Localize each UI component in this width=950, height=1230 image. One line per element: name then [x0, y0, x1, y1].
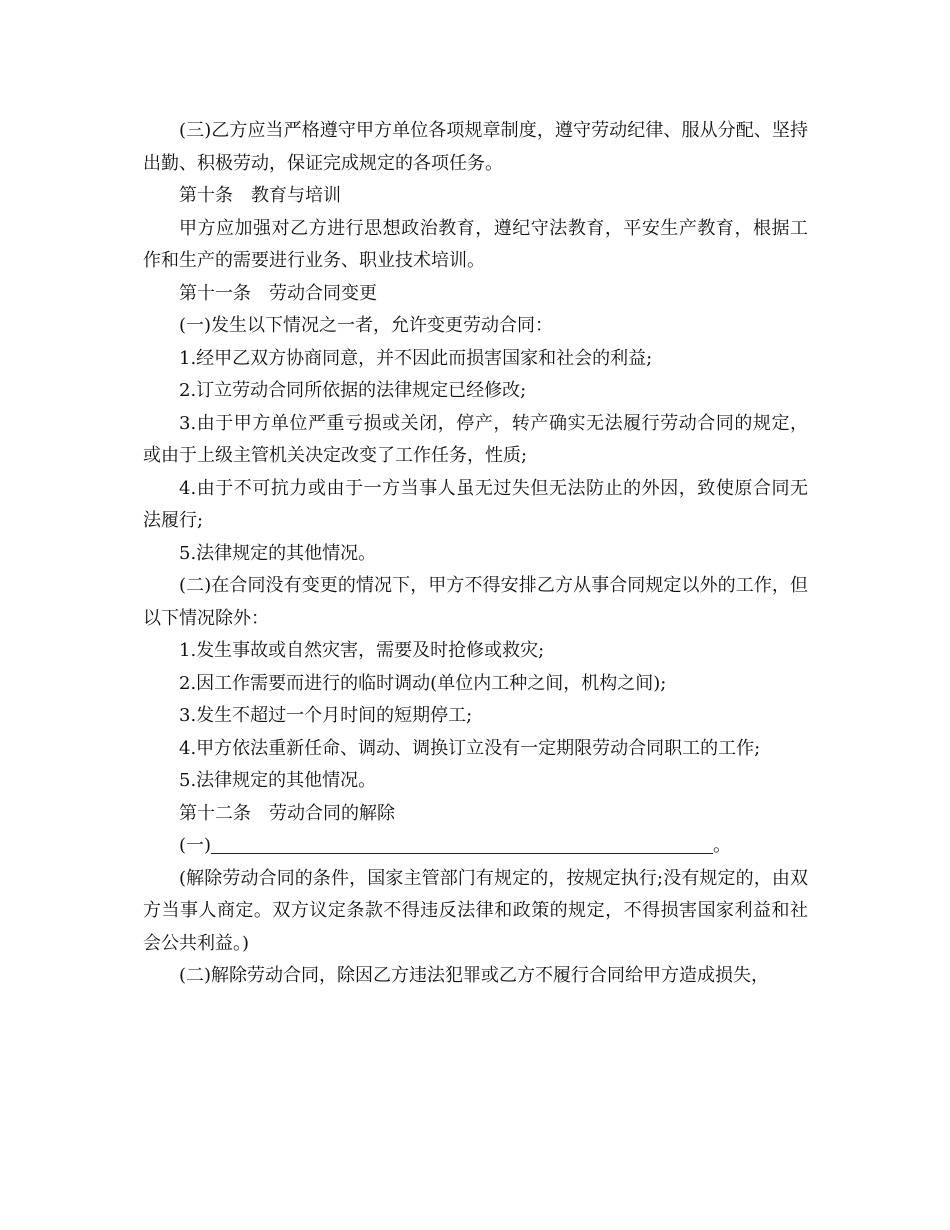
paragraph-change-conditions: (一)发生以下情况之一者，允许变更劳动合同： — [179, 315, 554, 336]
list-item-exception-4: 4.甲方依法重新任命、调动、调换订立没有一定期限劳动合同职工的工作; — [179, 737, 761, 759]
paragraph-clause-3: (三)乙方应当严格遵守甲方单位各项规章制度，遵守劳动纪律、服从分配、坚持出勤、积极劳动，保证完成规定的各项任务。 — [143, 120, 808, 174]
list-item-exception-1: 1.发生事故或自然灾害，需要及时抢修或救灾; — [179, 640, 545, 661]
list-item-change-4: 4.由于不可抗力或由于一方当事人虽无过失但无法防止的外因，致使原合同无法履行; — [143, 477, 808, 531]
list-item-exception-2: 2.因工作需要而进行的临时调动(单位内工种之间，机构之间); — [179, 672, 667, 694]
paragraph-education: 甲方应加强对乙方进行思想政治教育，遵纪守法教育，平安生产教育，根据工作和生产的需要进行业务、职业技术培训。 — [143, 217, 808, 271]
document-body — [143, 115, 808, 993]
list-item-exception-3: 3.发生不超过一个月时间的短期停工; — [179, 705, 473, 726]
list-item-change-3: 3.由于甲方单位严重亏损或关闭，停产，转产确实无法履行劳动合同的规定，或由于上级主管机关决定改变了工作任务，性质; — [143, 412, 808, 466]
blank-clause-prefix: (一) — [179, 835, 212, 856]
paragraph-no-change: (二)在合同没有变更的情况下，甲方不得安排乙方从事合同规定以外的工作，但以下情况除外： — [143, 575, 808, 629]
list-item-change-5: 5.法律规定的其他情况。 — [179, 542, 377, 564]
article-12-heading: 第十二条 劳动合同的解除 — [179, 802, 395, 824]
paragraph-termination-2: (二)解除劳动合同，除因乙方违法犯罪或乙方不履行合同给甲方造成损失， — [179, 965, 770, 986]
article-11-heading: 第十一条 劳动合同变更 — [179, 282, 377, 304]
fill-in-blank — [211, 833, 713, 854]
blank-clause-line — [143, 830, 808, 863]
list-item-change-1: 1.经甲乙双方协商同意，并不因此而损害国家和社会的利益; — [179, 347, 653, 369]
article-10-heading: 第十条 教育与培训 — [179, 185, 341, 206]
blank-clause-suffix: 。 — [713, 835, 732, 856]
paragraph-termination-note: (解除劳动合同的条件，国家主管部门有规定的，按规定执行;没有规定的，由双方当事人商定。双方议定条款不得违反法律和政策的规定，不得损害国家利益和社会公共利益。) — [143, 867, 808, 954]
list-item-change-2: 2.订立劳动合同所依据的法律规定已经修改; — [179, 380, 527, 401]
list-item-exception-5: 5.法律规定的其他情况。 — [179, 770, 377, 791]
